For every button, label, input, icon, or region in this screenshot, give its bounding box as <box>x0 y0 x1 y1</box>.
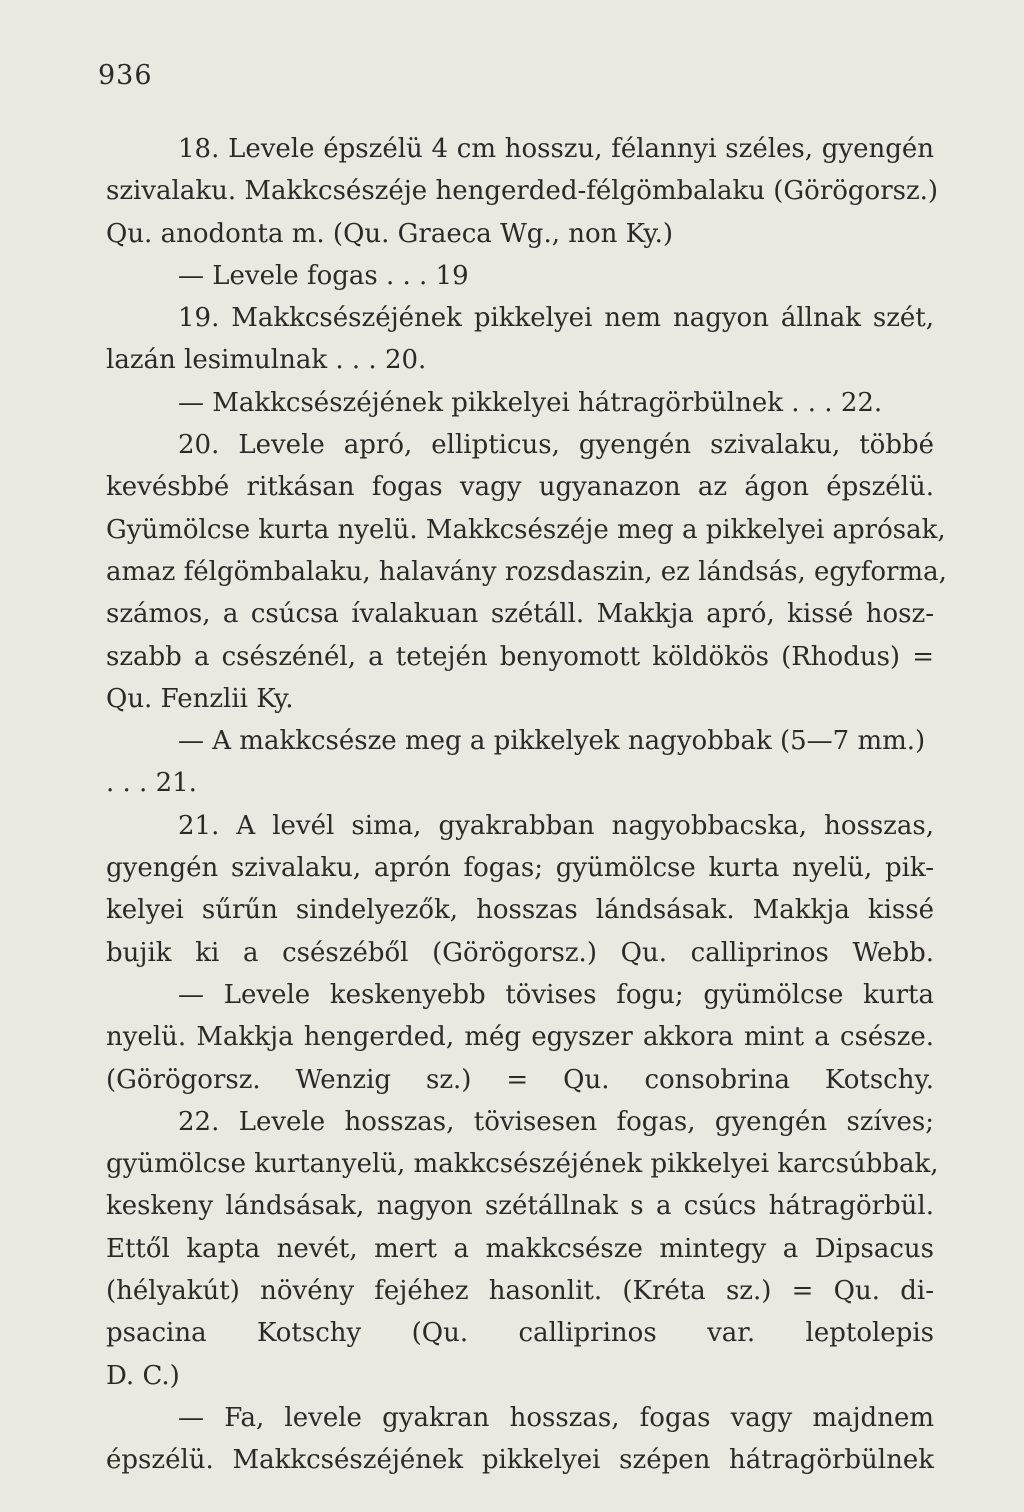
text-line: lazán lesimulnak . . . 20. <box>106 345 427 376</box>
text-line: kevésbbé ritkásan fogas vagy ugyanazon az ágon épszélü. <box>106 472 934 503</box>
text-line: szivalaku. Makkcsészéje hengerded-félgömbalaku (Görögorsz.) <box>106 176 939 207</box>
text-line: szabb a csészénél, a tetején benyomott köldökös (Rhodus) = <box>106 641 934 672</box>
text-line: bujik ki a csészéből (Görögorsz.) Qu. calliprinos Webb. <box>106 937 934 968</box>
text-line: gyengén szivalaku, aprón fogas; gyümölcse kurta nyelü, pik- <box>106 853 934 884</box>
page-number: 936 <box>98 60 153 91</box>
text-line: Qu. anodonta m. (Qu. Graeca Wg., non Ky.) <box>106 218 674 249</box>
text-line: Gyümölcse kurta nyelü. Makkcsészéje meg a pikkelyei aprósak, <box>106 514 946 545</box>
text-line: D. C.) <box>106 1360 180 1391</box>
text-line: kelyei sűrűn sindelyezők, hosszas lándsásak. Makkja kissé <box>106 895 934 926</box>
text-line: keskeny lándsásak, nagyon szétállnak s a csúcs hátragörbül. <box>106 1191 934 1222</box>
text-line: 21. A levél sima, gyakrabban nagyobbacska, hosszas, <box>178 810 934 841</box>
text-line: — A makkcsésze meg a pikkelyek nagyobbak (5—7 mm.) <box>178 726 926 757</box>
text-line: — Fa, levele gyakran hosszas, fogas vagy majdnem <box>178 1402 934 1433</box>
text-line: számos, a csúcsa ívalakuan szétáll. Makkja apró, kissé hosz- <box>106 599 934 630</box>
text-line: (Görögorsz. Wenzig sz.) = Qu. consobrina Kotschy. <box>106 1064 934 1095</box>
body-text <box>106 128 947 1482</box>
text-line: (hélyakút) növény fejéhez hasonlit. (Kréta sz.) = Qu. di- <box>106 1276 934 1307</box>
text-line: amaz félgömbalaku, halavány rozsdaszin, ez lándsás, egyforma, <box>106 556 947 587</box>
text-line: Qu. Fenzlii Ky. <box>106 683 294 714</box>
text-line: — Levele keskenyebb tövises fogu; gyümölcse kurta <box>178 979 934 1010</box>
text-line: psacina Kotschy (Qu. calliprinos var. leptolepis <box>106 1318 934 1349</box>
text-line: gyümölcse kurtanyelü, makkcsészéjének pikkelyei karcsúbbak, <box>106 1149 939 1180</box>
text-line: — Levele fogas . . . 19 <box>178 260 469 291</box>
text-line: . . . 21. <box>106 768 197 799</box>
text-line: épszélü. Makkcsészéjének pikkelyei szépen hátragörbülnek <box>106 1445 934 1476</box>
text-line: — Makkcsészéjének pikkelyei hátragörbülnek . . . 22. <box>178 387 883 418</box>
text-line: 20. Levele apró, ellipticus, gyengén szivalaku, többé <box>178 430 934 461</box>
text-line: 19. Makkcsészéjének pikkelyei nem nagyon állnak szét, <box>178 303 934 334</box>
text-line: 18. Levele épszélü 4 cm hosszu, félannyi széles, gyengén <box>178 134 934 164</box>
text-line: Ettől kapta nevét, mert a makkcsésze mintegy a Dipsacus <box>106 1233 934 1264</box>
text-line: nyelü. Makkja hengerded, még egyszer akkora mint a csésze. <box>106 1022 934 1053</box>
text-line: 22. Levele hosszas, tövisesen fogas, gyengén szíves; <box>178 1106 934 1137</box>
